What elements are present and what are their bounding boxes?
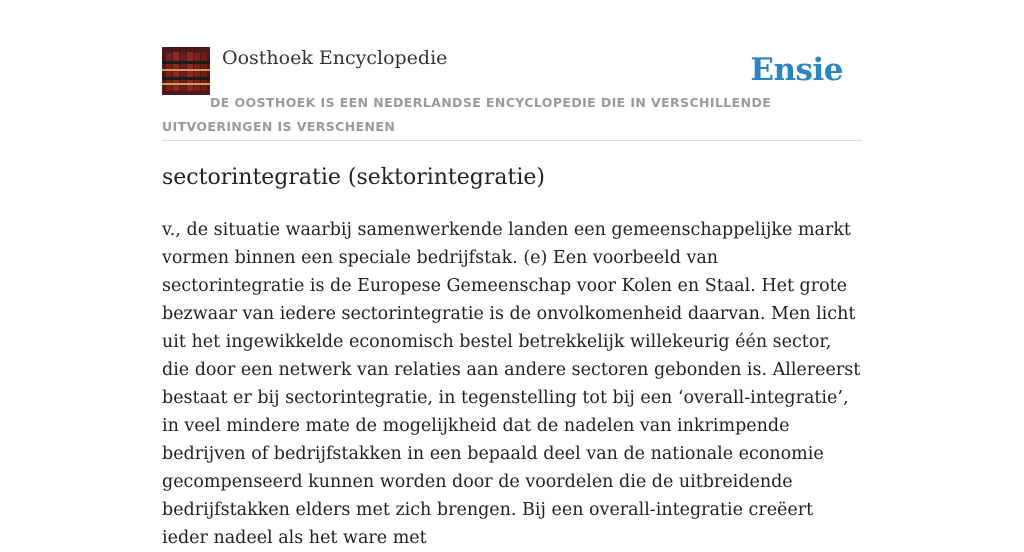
brand-logo[interactable]: Ensie (750, 52, 843, 88)
site-title[interactable]: Oosthoek Encyclopedie (222, 47, 448, 69)
article-body: v., de situatie waarbij samenwerkende landen een gemeenschappelijke markt vormen binnen een speciale bedrijfstak. (e) Een voorbeeld van sectorintegratie is de Europese Gemeenschap voor Kolen en Staal. Het grote bezwaar van iedere sectorintegratie is de onvolkomenheid daarvan. Men licht uit het ingewikkelde economisch bestel betrekkelijk willekeurig één sector, die door een netwerk van relaties aan andere sectoren gebonden is. Allereerst bestaat er bij sectorintegratie, in tegenstelling tot bij een ‘overall-integratie’, in veel mindere mate de mogelijkheid dat de nadelen van inkrimpende bedrijven of bedrijfstakken in een bepaald deel van de nationale economie gecompenseerd kunnen worden door de voordelen die de uitbreidende bedrijfstakken elders met zich brengen. Bij een overall-integratie creëert ieder nadeel als het ware met (162, 220, 861, 548)
encyclopedia-books-icon[interactable] (162, 47, 210, 95)
article-title: sectorintegratie (sektorintegratie) (162, 165, 545, 190)
site-header (162, 46, 862, 141)
site-tagline: DE OOSTHOEK IS EEN NEDERLANDSE ENCYCLOPEDIE DIE IN VERSCHILLENDE UITVOERINGEN IS VERSCHENEN (162, 95, 772, 134)
page (162, 0, 862, 548)
